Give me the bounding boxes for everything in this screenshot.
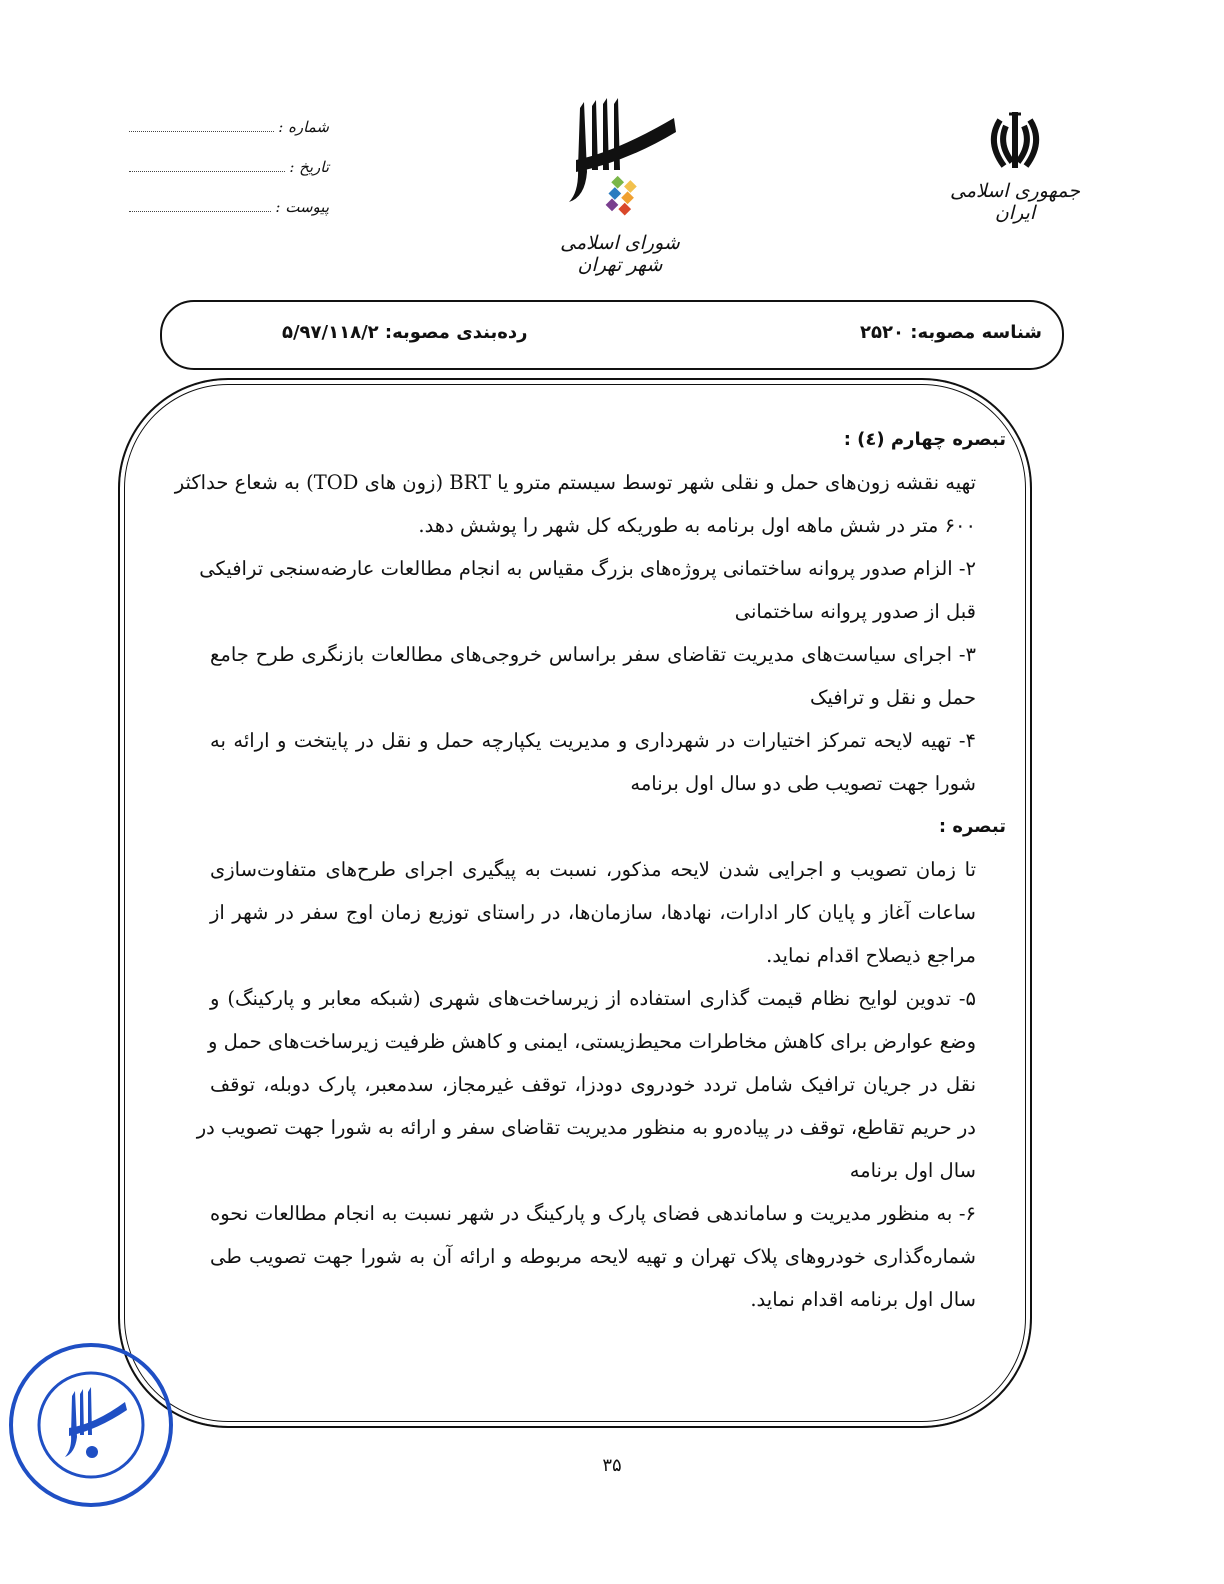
- iran-emblem-icon: [980, 108, 1050, 176]
- item-6: [210, 1192, 976, 1321]
- text-line: شورا جهت تصویب طی دو سال اول برنامه: [630, 772, 976, 795]
- date-label: تاریخ :: [289, 158, 329, 176]
- dotted-line: [129, 210, 271, 212]
- number-label: شماره :: [278, 118, 329, 136]
- text-line: تا زمان تصویب و اجرایی شدن لایحه مذکور، نسبت به پیگیری اجرای طرح‌های متفاوت‌سازی: [210, 858, 976, 881]
- text-line: در حریم تقاطع، توقف در پیاده‌رو به منظور مدیریت تقاضای سفر و ارائه به شورا جهت تصویب در: [196, 1116, 976, 1139]
- page-number: ۳۵: [602, 1455, 622, 1476]
- number-field: [129, 118, 329, 136]
- dotted-line: [129, 130, 274, 132]
- dotted-line: [129, 170, 285, 172]
- date-field: [129, 158, 329, 176]
- item-3: [210, 633, 976, 719]
- text-line: سال اول برنامه اقدام نماید.: [750, 1288, 976, 1311]
- country-name: جمهوری اسلامی ایران: [950, 180, 1080, 224]
- text-line: تهیه نقشه زون‌های حمل و نقلی شهر توسط سیستم مترو یا BRT (زون های TOD) به شعاع حداکثر: [174, 471, 976, 494]
- attachment-field: [129, 198, 329, 216]
- document-body: [174, 418, 1006, 1321]
- text-line: حمل و نقل و ترافیک: [809, 686, 976, 709]
- text-line: ساعات آغاز و پایان کار ادارات، نهادها، سازمان‌ها، در راستای توزیع زمان اوج سفر در شهر از: [210, 901, 976, 924]
- resolution-id: شناسه مصوبه: ۲۵۲۰: [860, 322, 1042, 343]
- text-line: شماره‌گذاری خودروهای پلاک تهران و تهیه لایحه مربوطه و ارائه آن به شورا جهت تصویب طی: [210, 1245, 976, 1268]
- council-logo: [540, 98, 700, 276]
- council-name: شورای اسلامی شهر تهران: [560, 232, 680, 276]
- text-line: وضع عوارض برای کاهش مخاطرات محیط‌زیستی، ایمنی و کاهش ظرفیت زیرساخت‌های حمل و: [208, 1030, 976, 1053]
- council-logo-icon: [540, 98, 700, 228]
- text-line: قبل از صدور پروانه ساختمانی: [734, 600, 976, 623]
- stamp-icon: [6, 1340, 176, 1510]
- attachment-label: پیوست :: [275, 198, 329, 216]
- note-title: تبصره :: [938, 816, 1006, 837]
- resolution-classification: رده‌بندی مصوبه: ۵/۹۷/۱۱۸/۲: [282, 322, 528, 343]
- item-5: [196, 977, 976, 1192]
- text-line: ۳- اجرای سیاست‌های مدیریت تقاضای سفر براساس خروجی‌های مطالعات بازنگری طرح جامع: [210, 643, 976, 666]
- text-line: ۴- تهیه لایحه تمرکز اختیارات در شهرداری و مدیریت یکپارچه حمل و نقل در پایتخت و ارائه به: [210, 729, 976, 752]
- text-line: ۶- به منظور مدیریت و ساماندهی فضای پارک و پارکینگ در شهر نسبت به انجام مطالعات نحوه: [210, 1202, 976, 1225]
- text-line: نقل در جریان ترافیک شامل تردد خودروی دودزا، توقف غیرمجاز، سدمعبر، پارک دوبله، توقف: [210, 1073, 976, 1096]
- item-4: [210, 719, 976, 805]
- text-line: ۵- تدوین لوایح نظام قیمت گذاری استفاده از زیرساخت‌های شهری (شبکه معابر و پارکینگ) و: [210, 987, 976, 1010]
- item-2: [199, 547, 976, 633]
- text-line: ۲- الزام صدور پروانه ساختمانی پروژه‌های بزرگ مقیاس به انجام مطالعات عارضه‌سنجی ترافیکی: [199, 557, 976, 580]
- iran-emblem: [940, 108, 1090, 224]
- note4-title: تبصره چهارم (٤) :: [843, 429, 1006, 450]
- text-line: ۶۰۰ متر در شش ماهه اول برنامه به طوریکه کل شهر را پوشش دهد.: [418, 514, 976, 537]
- official-stamp: [6, 1340, 176, 1510]
- text-line: سال اول برنامه: [849, 1159, 976, 1182]
- note-paragraph: [210, 848, 976, 977]
- note4-paragraph: [174, 461, 976, 547]
- resolution-info-box: [160, 300, 1064, 370]
- text-line: مراجع ذیصلاح اقدام نماید.: [766, 944, 976, 967]
